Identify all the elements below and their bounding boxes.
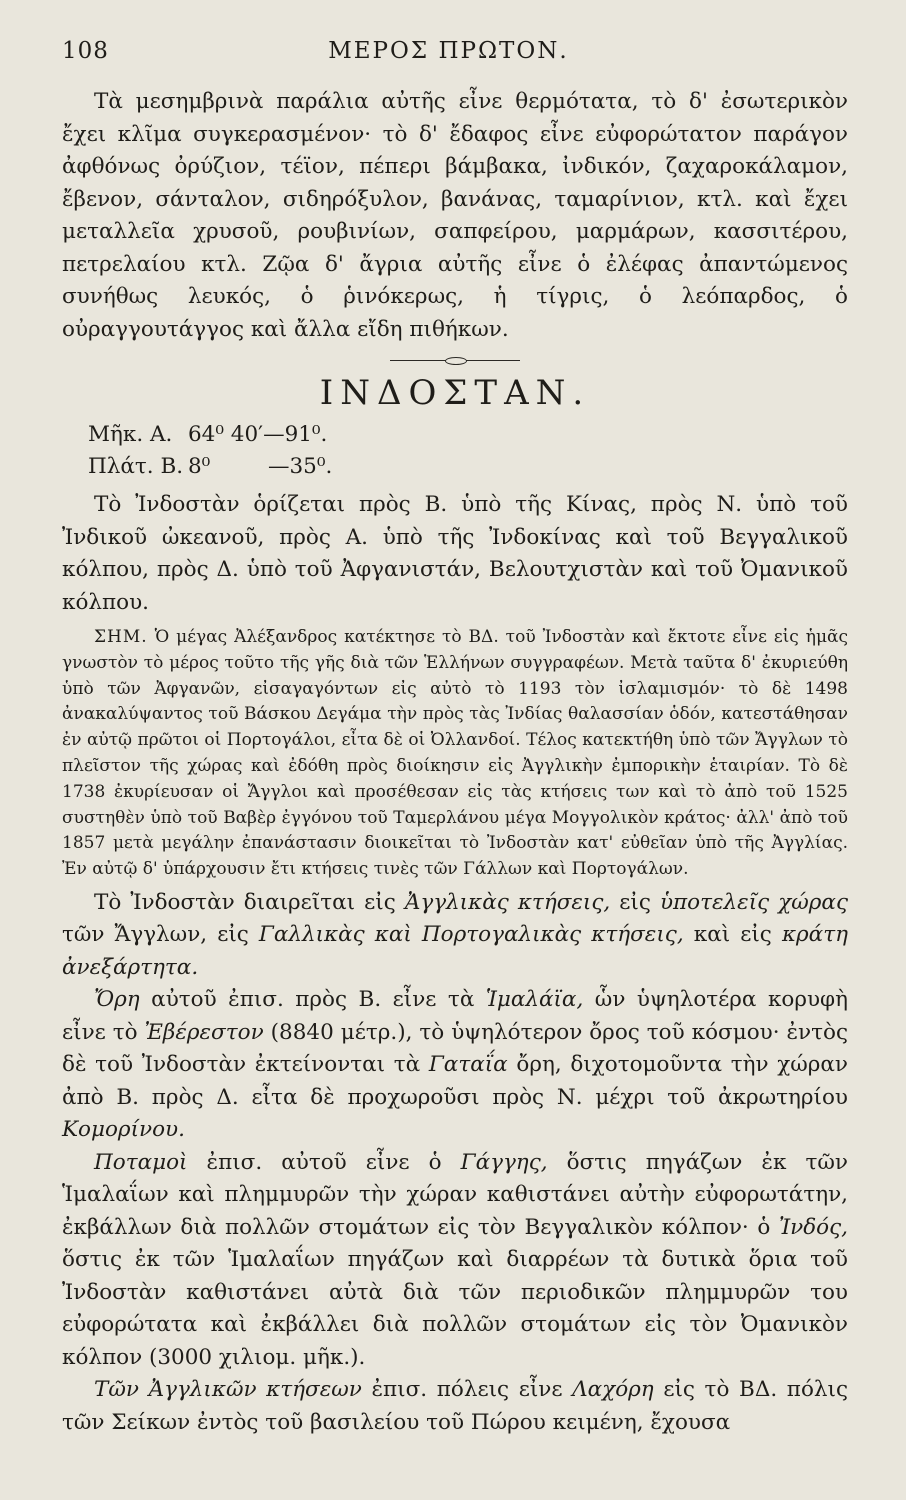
mountains-text: ὧν ὑψηλοτέρα κορυφὴ εἶνε τὸ (62, 987, 848, 1045)
latitude-from: 8⁰ (188, 454, 211, 479)
section-title: ΙΝΔΟΣΤΑΝ. (319, 373, 591, 413)
ornamental-divider (390, 360, 520, 361)
historical-note (62, 625, 848, 883)
page-header (62, 38, 848, 64)
opening-paragraph: Τὰ μεσημβρινὰ παράλια αὐτῆς εἶνε θερμότατα, τὸ δ' ἐσωτερικὸν ἔχει κλῖμα συγκερασμένον· τὸ δ' ἔδαφος εἶνε εὐφορώτατον παράγον ἀφθόνως ὀρύζιον, τέϊον, πέπερι βάμβακα, ἰνδικόν, ζαχαροκάλαμον, ἔβενον, σάνταλον, σιδηρόξυλον, βανάνας, ταμαρίνιον, κτλ. καὶ ἔχει μεταλλεῖα χρυσοῦ, ρουβινίων, σαπφείρου, μαρμάρων, κασσιτέρου, πετρελαίου κτλ. Ζῷα δ' ἄγρια αὐτῆς εἶνε ὁ ἐλέφας ἀπαντώμενος συνήθως λευκός, ὁ ῥινόκερως, ἡ τίγρις, ὁ λεόπαρδος, ὁ οὐραγγουτάγγος καὶ ἄλλα εἴδη πιθήκων. (62, 89, 848, 342)
mountains-lead: Ὄρη (94, 987, 140, 1013)
mountains-paragraph (62, 984, 848, 1147)
latitude-to: —35⁰. (268, 454, 333, 479)
coordinates-block (62, 419, 848, 483)
division-vassal: ὑποτελεῖς χώρας (659, 889, 848, 915)
division-independent: κράτη ἀνεξάρτητα. (62, 922, 848, 980)
mountains-text: ὄρη, διχοτομοῦντα τὴν χώραν ἀπὸ Β. πρὸς Δ. εἶτα δὲ προχωροῦσι πρὸς Ν. μέχρι τοῦ ἀκρωτηρίου (62, 1052, 849, 1110)
longitude-label: Μῆκ. Α. (88, 422, 173, 447)
lahore-name: Λαχόρη (572, 1377, 654, 1403)
cities-text: ἐπισ. πόλεις εἶνε (371, 1377, 563, 1403)
cities-lead: Τῶν Ἀγγλικῶν κτήσεων (94, 1377, 362, 1403)
comorin-name: Κομορίνου. (62, 1117, 185, 1143)
rivers-paragraph (62, 1147, 848, 1375)
latitude-row (88, 451, 848, 483)
rivers-lead: Ποταμοὶ (94, 1149, 188, 1175)
rivers-text: ὅστις ἐκ τῶν Ἱμαλαΐων πηγάζων καὶ διαρρέων τὰ δυτικὰ ὅρια τοῦ Ἰνδοστὰν καθιστάνει αὐτὰ διὰ τῶν περιοδικῶν πλημμυρῶν του εὐφορώτατα καὶ ἐκβάλλει διὰ πολλῶν στομάτων εἰς τὸν Ὀμανικὸν κόλπον (3000 χιλιομ. μῆκ.). (62, 1247, 848, 1370)
running-title: ΜΕΡΟΣ ΠΡΩΤΟΝ. (328, 38, 569, 64)
note-label: ΣΗΜ. (94, 627, 148, 647)
latitude-label: Πλάτ. Β. (88, 454, 184, 479)
ghats-name: Γαταΐα (428, 1052, 508, 1078)
himalaya-name: Ἱμαλάϊα, (485, 987, 584, 1013)
division-french-portuguese: Γαλλικὰς καὶ Πορτογαλικὰς κτήσεις, (258, 922, 684, 948)
indus-name: Ἰνδός, (778, 1214, 848, 1240)
note-text: Ὁ μέγας Ἀλέξανδρος κατέκτησε τὸ ΒΔ. τοῦ Ἰνδοστὰν καὶ ἔκτοτε εἶνε εἰς ἡμᾶς γνωστὸν τὸ μέρος τοῦτο τῆς γῆς διὰ τῶν Ἑλλήνων συγγραφέων. Μετὰ ταῦτα δ' ἐκυριεύθη ὑπὸ τῶν Ἀφγανῶν, εἰσαγαγόντων εἰς αὐτὸ τὸ 1193 τὸν ἰσλαμισμόν· τὸ δὲ 1498 ἀνακαλύψαντος τοῦ Βάσκου Δεγάμα τὴν πρὸς τὰς Ἰνδίας θαλασσίαν ὁδόν, κατεστάθησαν ἐν αὐτῷ πρῶτοι οἱ Πορτογάλοι, εἶτα δὲ οἱ Ὀλλανδοί. Τέλος κατεκτήθη ὑπὸ τῶν Ἄγγλων τὸ πλεῖστον τῆς χώρας καὶ ἐδόθη πρὸς διοίκησιν εἰς Ἀγγλικὴν ἐμπορικὴν ἑταιρίαν. Τὸ δὲ 1738 ἐκυρίευσαν οἱ Ἄγγλοι καὶ προσέθεσαν εἰς τὰς κτήσεις των καὶ τὸ ἀπὸ τοῦ 1525 συστηθὲν ὑπὸ τοῦ Βαβὲρ ἐγγόνου τοῦ Ταμερλάνου μέγα Μογγολικὸν κράτος· ἀλλ' ἀπὸ τοῦ 1857 μετὰ μεγάλην ἐπανάστασιν διοικεῖται τὸ Ἰνδοστὰν κατ' εὐθεῖαν ὑπὸ τῆς Ἀγγλίας. Ἐν αὐτῷ δ' ὑπάρχουσιν ἔτι κτήσεις τινὲς τῶν Γάλλων καὶ Πορτογάλων. (62, 627, 849, 880)
longitude-row (88, 419, 848, 451)
page-number: 108 (62, 38, 109, 64)
borders-paragraph: Τὸ Ἰνδοστὰν ὁρίζεται πρὸς Β. ὑπὸ τῆς Κίνας, πρὸς Ν. ὑπὸ τοῦ Ἰνδικοῦ ὠκεανοῦ, πρὸς Α. ὑπὸ τῆς Ἰνδοκίνας καὶ τοῦ Βεγγαλικοῦ κόλπου, πρὸς Δ. ὑπὸ τοῦ Ἀφγανιστάν, Βελουτχιστὰν καὶ τοῦ Ὀμανικοῦ κόλπου. (62, 492, 848, 615)
ganges-name: Γάγγης, (460, 1149, 548, 1175)
mountains-text: (8840 μέτρ.), τὸ ὑψηλότερον ὄρος τοῦ κόσμου· ἐντὸς δὲ τοῦ Ἰνδοστὰν ἐκτείνονται τὰ (62, 1019, 848, 1078)
mountains-text: αὐτοῦ ἐπισ. πρὸς Β. εἶνε τὰ (151, 987, 475, 1013)
longitude-from: 64⁰ 40′ (188, 422, 264, 447)
longitude-to: —91⁰. (263, 422, 328, 447)
cities-paragraph (62, 1374, 848, 1439)
divisions-paragraph (62, 887, 848, 985)
everest-name: Ἐβέρεστον (144, 1019, 264, 1045)
divisions-text: εἰς (619, 889, 651, 915)
divisions-prefix: Τὸ Ἰνδοστὰν διαιρεῖται εἰς (94, 889, 396, 915)
divisions-text: καὶ εἰς (693, 922, 772, 948)
cities-text: εἰς τὸ ΒΔ. πόλις τῶν Σείκων ἐντὸς τοῦ βασιλείου τοῦ Πώρου κειμένη, ἔχουσα (62, 1377, 848, 1435)
divisions-text: τῶν Ἄγγλων, εἰς (62, 922, 249, 948)
rivers-text: ἐπισ. αὐτοῦ εἶνε ὁ (206, 1149, 442, 1175)
division-english: Ἀγγλικὰς κτήσεις, (404, 889, 611, 915)
rivers-text: ὅστις πηγάζων ἐκ τῶν Ἱμαλαΐων καὶ πλημμυρῶν τὴν χώραν καθιστάνει αὐτὴν εὐφορωτάτην, ἐκβάλλων διὰ πολλῶν στομάτων εἰς τὸν Βεγγαλικὸν κόλπον· ὁ (62, 1149, 848, 1240)
